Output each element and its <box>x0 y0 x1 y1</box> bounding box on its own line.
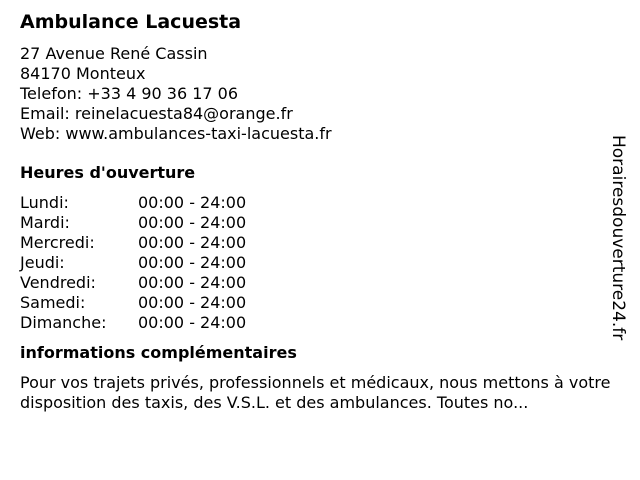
hours-day-label: Mercredi: <box>20 233 95 252</box>
hours-row-jeudi <box>20 253 620 273</box>
hours-time-value: 00:00 - 24:00 <box>138 293 247 312</box>
email-line[interactable]: Email: reinelacuesta84@orange.fr <box>20 104 293 123</box>
hours-time-value: 00:00 - 24:00 <box>138 253 247 272</box>
hours-day-label: Jeudi: <box>20 253 65 272</box>
hours-time-value: 00:00 - 24:00 <box>138 193 247 212</box>
opening-hours-heading: Heures d'ouverture <box>20 163 196 182</box>
hours-time-value: 00:00 - 24:00 <box>138 273 247 292</box>
hours-time-value: 00:00 - 24:00 <box>138 213 247 232</box>
hours-row-samedi <box>20 293 620 313</box>
hours-row-vendredi <box>20 273 620 293</box>
hours-row-dimanche <box>20 313 620 333</box>
hours-time-value: 00:00 - 24:00 <box>138 313 247 332</box>
phone-line[interactable]: Telefon: +33 4 90 36 17 06 <box>20 84 239 103</box>
hours-day-label: Samedi: <box>20 293 86 312</box>
opening-hours-table <box>20 193 620 333</box>
address-street: 27 Avenue René Cassin <box>20 44 208 63</box>
address-city: 84170 Monteux <box>20 64 146 83</box>
hours-day-label: Dimanche: <box>20 313 107 332</box>
website-line[interactable]: Web: www.ambulances-taxi-lacuesta.fr <box>20 124 332 143</box>
business-name: Ambulance Lacuesta <box>20 11 242 33</box>
hours-day-label: Lundi: <box>20 193 69 212</box>
additional-info-text: Pour vos trajets privés, professionnels et médicaux, nous mettons à votre disposition des taxis, des V.S.L. et des ambulances. Toutes no... <box>20 373 611 412</box>
site-watermark: Horairesdouverture24.fr <box>608 135 628 341</box>
hours-day-label: Mardi: <box>20 213 70 232</box>
hours-row-lundi <box>20 193 620 213</box>
hours-day-label: Vendredi: <box>20 273 96 292</box>
additional-info-heading: informations complémentaires <box>20 343 297 362</box>
hours-time-value: 00:00 - 24:00 <box>138 233 247 252</box>
hours-row-mardi <box>20 213 620 233</box>
hours-row-mercredi <box>20 233 620 253</box>
business-card <box>20 10 620 413</box>
